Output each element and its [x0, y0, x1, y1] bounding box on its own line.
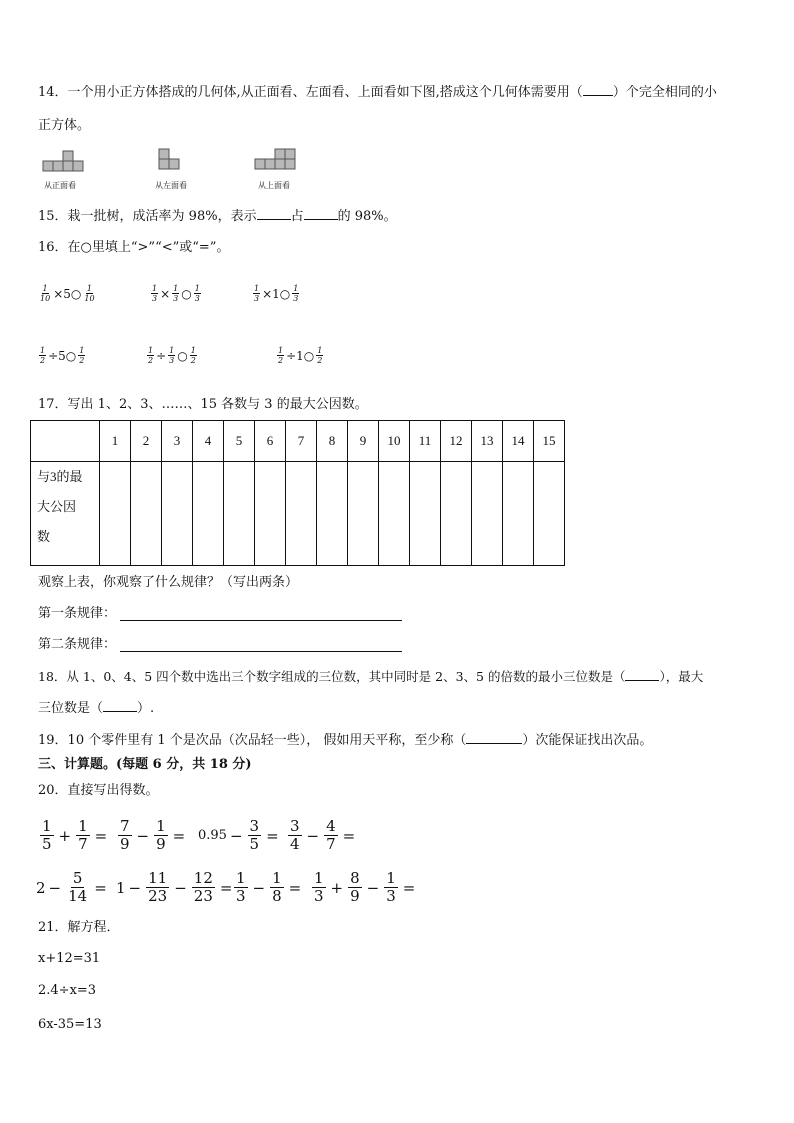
equation-1: x+12=31: [38, 951, 101, 966]
q21-title: 21．解方程．: [38, 920, 120, 935]
answer-cell-6[interactable]: [255, 462, 286, 566]
q20-expr-5: 2 − $\frac{5}{14}$ =: [36, 869, 107, 905]
col-4: 4: [193, 421, 224, 462]
q20-title: 20．直接写出得数。: [38, 783, 159, 798]
left-view-figure: [158, 148, 182, 172]
col-9: 9: [348, 421, 379, 462]
gcd-header-row: [31, 421, 565, 462]
top-view-figure: [254, 148, 298, 172]
gcd-corner-cell: [31, 421, 100, 462]
answer-cell-15[interactable]: [534, 462, 565, 566]
col-1: 1: [100, 421, 131, 462]
q15-blank-1[interactable]: [257, 207, 291, 220]
col-3: 3: [162, 421, 193, 462]
answer-cell-14[interactable]: [503, 462, 534, 566]
top-view-caption: 从上面看: [258, 181, 290, 190]
q17-title: 17．写出 1、2、3、……、15 各数与 3 的最大公因数。: [38, 397, 368, 412]
answer-cell-7[interactable]: [286, 462, 317, 566]
answer-cell-11[interactable]: [410, 462, 441, 566]
col-10: 10: [379, 421, 410, 462]
equation-2: 2.4÷x=3: [38, 983, 97, 998]
q18-line2: 三位数是（ ）.: [38, 701, 155, 716]
rule1-answer-line[interactable]: [120, 620, 402, 621]
answer-cell-12[interactable]: [441, 462, 472, 566]
q16-item-3: $\frac{1}{3}$ ×1○ 1 3: [254, 284, 299, 303]
q19: 19．10 个零件里有 1 个是次品（次品轻一些）， 假如用天平称，至少称（ ）次能保证找出次品。: [38, 733, 653, 748]
q15: 15．栽一批树，成活率为 98%，表示 占 的 98%。: [38, 209, 397, 224]
col-8: 8: [317, 421, 348, 462]
q16-item-5: $\frac{1}{2}$ ÷ $\frac{1}{3}$ ○ 1 2: [148, 346, 196, 365]
answer-cell-10[interactable]: [379, 462, 410, 566]
answer-cell-2[interactable]: [131, 462, 162, 566]
gcd-answer-row: [31, 462, 565, 566]
equation-3: 6x-35=13: [38, 1017, 102, 1032]
q16-item-2: $\frac{1}{3}$ × $\frac{1}{3}$ ○ 1 3: [152, 284, 200, 303]
col-2: 2: [131, 421, 162, 462]
col-11: 11: [410, 421, 441, 462]
rule2-label: 第二条规律：: [38, 637, 117, 652]
answer-cell-5[interactable]: [224, 462, 255, 566]
q20-expr-3: 0.95 − $\frac{3}{5}$ =: [198, 817, 279, 853]
answer-cell-8[interactable]: [317, 462, 348, 566]
q20-expr-8: 1 3 + $\frac{8}{9}$ − $\frac{1}{3}$ =: [314, 869, 416, 905]
q16-item-6: $\frac{1}{2}$ ÷1○ 1 2: [278, 346, 323, 365]
col-13: 13: [472, 421, 503, 462]
q20-expr-4: 3 4 − $\frac{4}{7}$ =: [290, 817, 356, 853]
q20-expr-2: 7 9 − $\frac{1}{9}$ =: [120, 817, 186, 853]
col-12: 12: [441, 421, 472, 462]
col-6: 6: [255, 421, 286, 462]
rule1-label: 第一条规律：: [38, 606, 117, 621]
q16-item-4: $\frac{1}{2}$ ÷5○ 1 2: [40, 346, 85, 365]
answer-cell-4[interactable]: [193, 462, 224, 566]
gcd-row-label: 与3的最 大公因 数: [31, 462, 100, 566]
front-view-caption: 从正面看: [44, 181, 76, 190]
section-3-heading: 三、计算题。(每题 6 分，共 18 分): [38, 757, 252, 772]
q16-title: 16．在○里填上“>”“<”或“=”。: [38, 240, 230, 255]
q19-blank[interactable]: [466, 731, 522, 744]
answer-cell-3[interactable]: [162, 462, 193, 566]
q16-item-1: $\frac{1}{10}$ ×5○ 1 10: [40, 284, 95, 303]
col-15: 15: [534, 421, 565, 462]
q20-expr-7: 1 3 − $\frac{1}{8}$ =: [236, 869, 302, 905]
answer-cell-1[interactable]: [100, 462, 131, 566]
q18-blank-1[interactable]: [625, 668, 659, 681]
front-view-figure: [42, 150, 86, 172]
q14-blank[interactable]: [583, 83, 613, 96]
answer-cell-13[interactable]: [472, 462, 503, 566]
left-view-caption: 从左面看: [155, 181, 187, 190]
q20-expr-6: 1 − $\frac{11}{23}$ − $\frac{12}{23}$ =: [116, 869, 233, 905]
answer-cell-9[interactable]: [348, 462, 379, 566]
q14-line2: 正方体。: [38, 118, 91, 133]
q18-blank-2[interactable]: [103, 699, 137, 712]
q20-expr-1: 1 5 + $\frac{1}{7}$ =: [42, 817, 108, 853]
q15-blank-2[interactable]: [304, 207, 338, 220]
col-7: 7: [286, 421, 317, 462]
q17-observe: 观察上表，你观察了什么规律？（写出两条）: [38, 575, 299, 590]
rule2-answer-line[interactable]: [120, 651, 402, 652]
gcd-table: [30, 420, 565, 566]
q18-line1: 18．从 1、0、4、5 四个数中选出三个数字组成的三位数，其中同时是 2、3、5 的倍数的最小三位数是（ ），最大: [38, 669, 704, 684]
col-5: 5: [224, 421, 255, 462]
col-14: 14: [503, 421, 534, 462]
q14-line1: 14．一个用小正方体搭成的几何体,从正面看、左面看、上面看如下图,搭成这个几何体需要用（ ）个完全相同的小: [38, 85, 717, 100]
